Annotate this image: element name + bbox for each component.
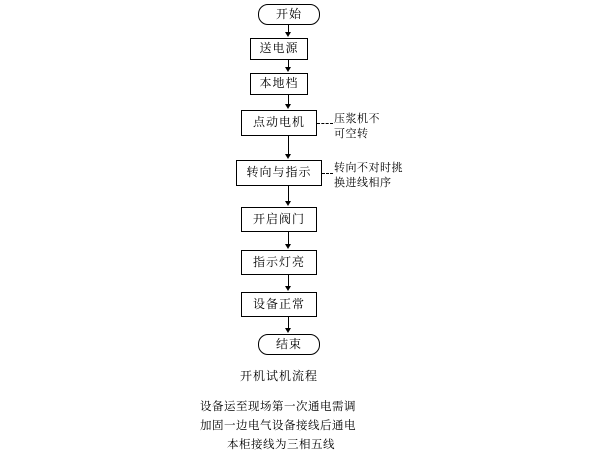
footer-note-2: 加固一边电气设备接线后通电 (200, 418, 356, 432)
leader-rotate-note (322, 173, 333, 174)
arrow-rotate-valve (285, 201, 291, 206)
annotation-motor-line-1: 压浆机不 (334, 112, 380, 125)
node-power-on[interactable] (250, 38, 308, 60)
node-indicator-lamp-on-label: 指示灯亮 (252, 254, 305, 269)
node-jog-motor[interactable] (241, 110, 317, 136)
node-start[interactable] (258, 4, 320, 25)
arrow-start-power (285, 32, 291, 37)
node-equipment-normal[interactable] (241, 292, 317, 317)
leader-motor-note (317, 123, 333, 124)
connector-normal-end (288, 317, 289, 328)
arrow-valve-lamp (285, 244, 291, 249)
connector-lamp-normal (288, 275, 289, 286)
annotation-motor-line-2: 可空转 (334, 126, 369, 140)
footer-note-1: 设备运至现场第一次通电需调 (200, 399, 356, 413)
node-open-valve[interactable] (241, 207, 317, 232)
node-local-mode[interactable] (250, 73, 308, 95)
node-rotation-indication[interactable] (236, 160, 322, 186)
node-open-valve-label: 开启阀门 (252, 211, 305, 226)
connector-motor-rotate (288, 136, 289, 154)
connector-rotate-valve (288, 186, 289, 201)
annotation-rotation-line-1: 转向不对时挑 (334, 161, 403, 174)
annotation-motor (334, 112, 380, 142)
arrow-power-local (285, 67, 291, 72)
arrow-normal-end (285, 328, 291, 333)
connector-local-motor (288, 95, 289, 104)
node-end[interactable] (258, 334, 320, 355)
node-equipment-normal-label: 设备正常 (252, 296, 305, 311)
arrow-local-motor (285, 104, 291, 109)
arrow-lamp-normal (285, 286, 291, 291)
node-start-label: 开始 (275, 6, 302, 21)
node-indicator-lamp-on[interactable] (241, 250, 317, 275)
node-rotation-indication-label: 转向与指示 (246, 165, 312, 180)
node-end-label: 结束 (275, 336, 302, 351)
footer-note-3: 本柜接线为三相五线 (227, 437, 335, 451)
connector-valve-lamp (288, 232, 289, 244)
node-power-on-label: 送电源 (259, 41, 299, 56)
node-local-mode-label: 本地档 (259, 76, 299, 91)
annotation-rotation (334, 161, 403, 191)
arrow-motor-rotate (285, 154, 291, 159)
node-jog-motor-label: 点动电机 (252, 115, 305, 130)
diagram-caption: 开机试机流程 (240, 369, 319, 383)
annotation-rotation-line-2: 换进线相序 (334, 175, 392, 189)
